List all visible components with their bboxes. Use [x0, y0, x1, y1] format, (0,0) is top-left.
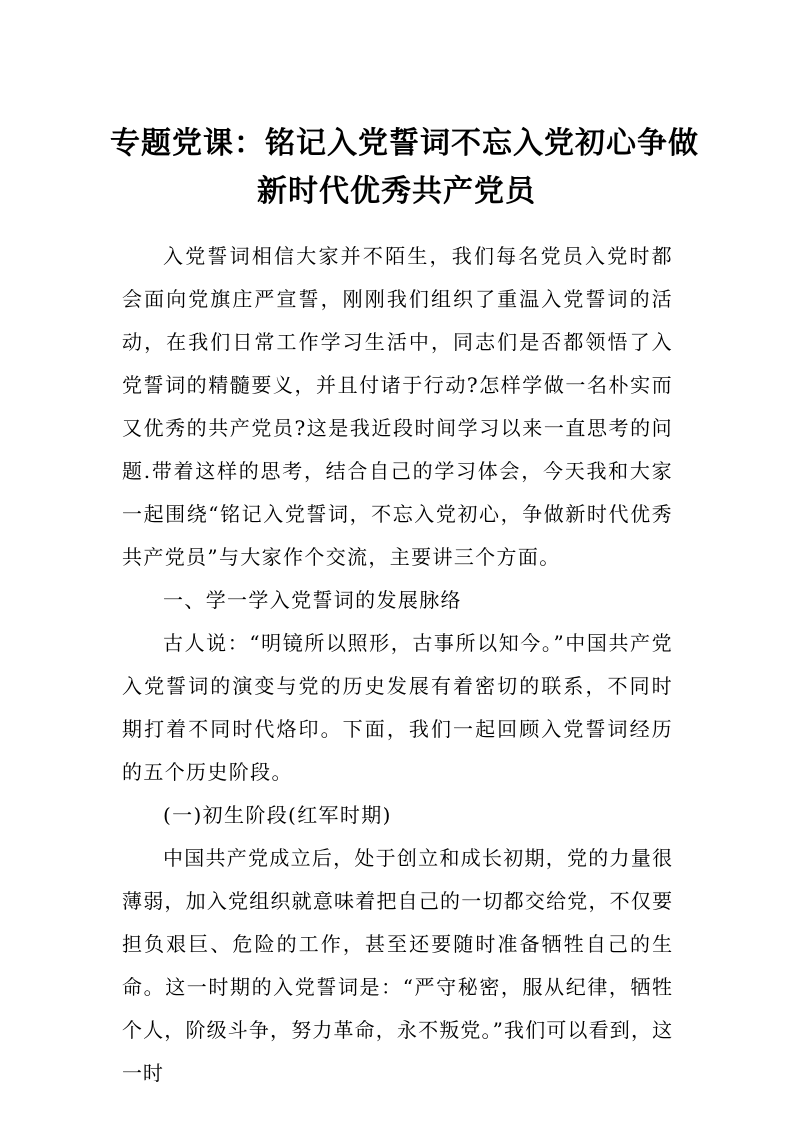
paragraph-red-army-period: 中国共产党成立后，处于创立和成长初期，党的力量很薄弱，加入党组织就意味着把自己的一切都交给党，不仅要担负艰巨、危险的工作，甚至还要随时准备牺牲自己的生命。这一时期的入党誓词是：“严守秘密，服从纪律，牺牲个人，阶级斗争，努力革命，永不叛党。”我们可以看到，这一时: [122, 846, 673, 1085]
subsection-heading-1: (一)初生阶段(红军时期): [163, 803, 392, 827]
paragraph-intro: 入党誓词相信大家并不陌生，我们每名党员入党时都会面向党旗庄严宣誓，刚刚我们组织了重温入党誓词的活动，在我们日常工作学习生活中，同志们是否都领悟了入党誓词的精髓要义，并且付诸于行动?怎样学做一名朴实而又优秀的共产党员?这是我近段时间学习以来一直思考的问题.带着这样的思考，结合自己的学习体会，今天我和大家一起围绕“铭记入党誓词，不忘入党初心，争做新时代优秀共产党员”与大家作个交流，主要讲三个方面。: [122, 244, 673, 569]
document-title-line-1: 专题党课：铭记入党誓词不忘入党初心争做: [110, 126, 699, 161]
document-body: [122, 235, 673, 1095]
paragraph-history-overview: 古人说：“明镜所以照形，古事所以知今。”中国共产党入党誓词的演变与党的历史发展有着密切的联系，不同时期打着不同时代烙印。下面，我们一起回顾入党誓词经历的五个历史阶段。: [122, 631, 673, 784]
section-heading-1: 一、学一学入党誓词的发展脉络: [163, 588, 462, 612]
document-title-line-2: 新时代优秀共产党员: [257, 174, 536, 209]
